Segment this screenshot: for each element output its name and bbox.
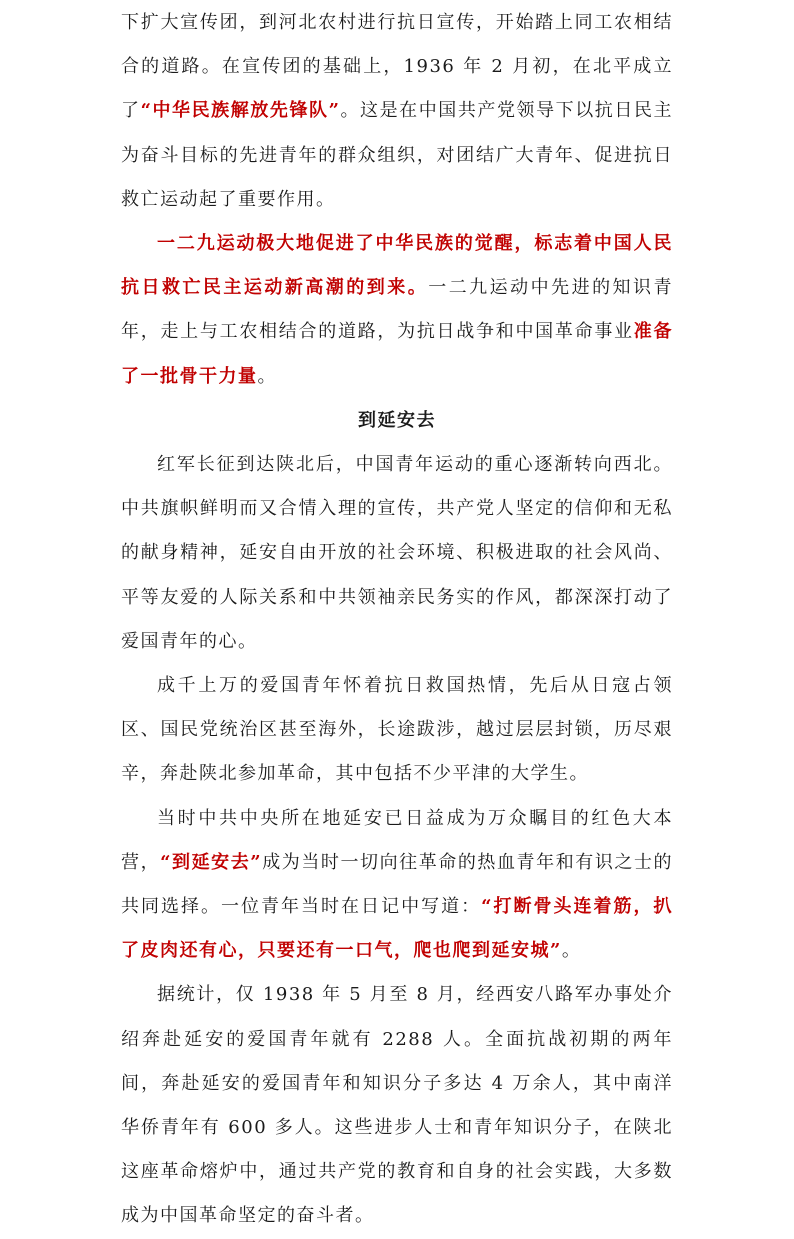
highlight-diary-quote: “打断骨头连着筋，扒了皮肉还有心，只要还有一口气，爬也爬到延安城” bbox=[121, 896, 673, 962]
paragraph-text: 一二九运动中先进的知识青年，走上与工农相结合的道路，为抗日战争和中国革命事业 bbox=[121, 277, 674, 343]
highlight-backbone: 准备了一批骨干力量 bbox=[121, 321, 674, 387]
highlight-slogan: “到延安去” bbox=[160, 851, 263, 873]
highlight-vanguard-name: “中华民族解放先锋队” bbox=[140, 100, 341, 122]
paragraph-text: 。 bbox=[561, 940, 582, 962]
paragraph-text: 。 bbox=[257, 365, 277, 387]
document-page bbox=[121, 0, 673, 1239]
section-heading: 到延安去 bbox=[358, 409, 436, 431]
highlight-awakening: 一二九运动极大地促进了中华民族的觉醒，标志着中国人民抗日救亡民主运动新高潮的到来。 bbox=[121, 233, 673, 299]
paragraph-text: 下扩大宣传团，到河北农村进行抗日宣传，开始踏上同工农相结合的道路。在宣传团的基础上，1936 年 2 月初，在北平成立了 bbox=[121, 12, 673, 122]
paragraph-text: 。这是在中国共产党领导下以抗日民主为奋斗目标的先进青年的群众组织，对团结广大青年、促进抗日救亡运动起了重要作用。 bbox=[121, 100, 674, 210]
paragraph-patriotic-youth: 成千上万的爱国青年怀着抗日救国热情，先后从日寇占领区、国民党统治区甚至海外，长途跋涉，越过层层封锁，历尽艰辛，奔赴陕北参加革命，其中包括不少平津的大学生。 bbox=[121, 675, 673, 785]
paragraph-to-yanan bbox=[121, 797, 673, 974]
paragraph-northwest-shift: 红军长征到达陕北后，中国青年运动的重心逐渐转向西北。中共旗帜鲜明而又合情入理的宣传，共产党人坚定的信仰和无私的献身精神，延安自由开放的社会环境、积极进取的社会风尚、平等友爱的人际关系和中共领袖亲民务实的作风，都深深打动了爱国青年的心。 bbox=[121, 454, 673, 652]
paragraph-text: 当时中共中央所在地延安已日益成为万众瞩目的红色大本营， bbox=[121, 807, 673, 873]
paragraph-text: 成为当时一切向往革命的热血青年和有识之士的共同选择。一位青年当时在日记中写道： bbox=[121, 851, 674, 918]
paragraph-statistics: 据统计，仅 1938 年 5 月至 8 月，经西安八路军办事处介绍奔赴延安的爱国青年就有 2288 人。全面抗战初期的两年间，奔赴延安的爱国青年和知识分子多达 4 万余人，其中南洋华侨青年有 600 多人。这些进步人士和青年知识分子，在陕北这座革命熔炉中，通过共产党的教育和自身的社会实践，大多数成为中国革命坚定的奋斗者。 bbox=[121, 984, 673, 1227]
paragraph-propaganda-team bbox=[121, 1, 673, 222]
paragraph-december-ninth bbox=[121, 222, 673, 399]
